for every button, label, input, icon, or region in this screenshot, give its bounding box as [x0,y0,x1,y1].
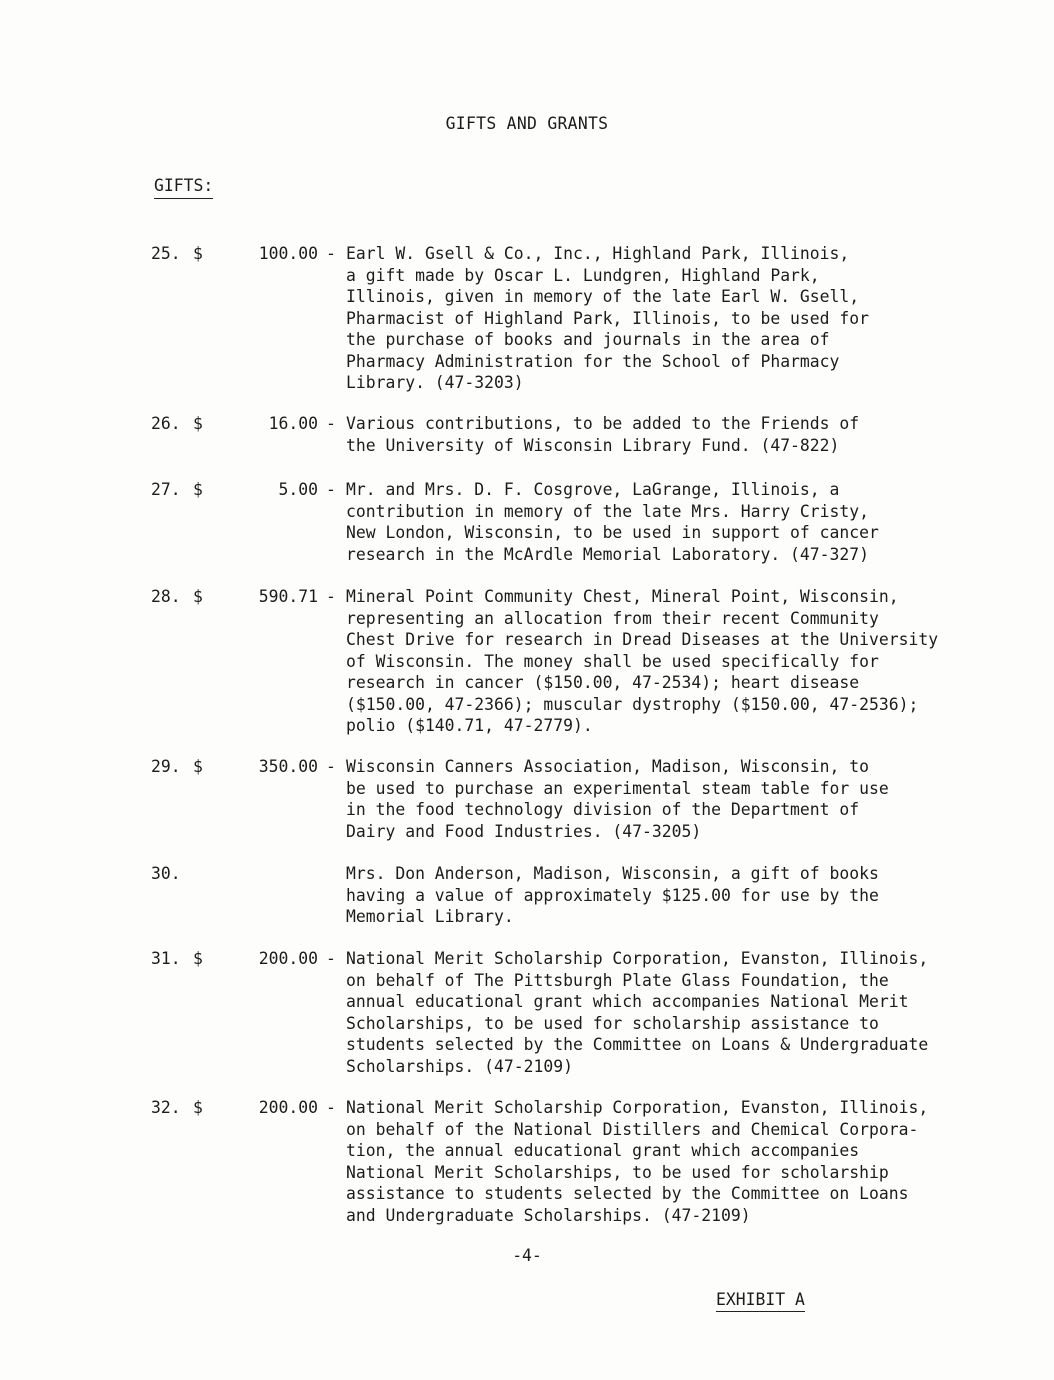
description-line: be used to purchase an experimental steam table for use [346,778,889,798]
description-line: Scholarships, to be used for scholarship assistance to [346,1013,879,1033]
currency-symbol: $ [193,244,203,263]
entry-amount: 590.71 [258,587,318,606]
description-line: Pharmacist of Highland Park, Illinois, to be used for [346,308,870,328]
entry-description [346,413,996,456]
description-line: Pharmacy Administration for the School of Pharmacy [346,351,840,371]
description-line: a gift made by Oscar L. Lundgren, Highland Park, [346,265,820,285]
description-line: National Merit Scholarship Corporation, Evanston, Illinois, [346,949,929,968]
description-line: National Merit Scholarship Corporation, Evanston, Illinois, [346,1098,929,1117]
description-line: Earl W. Gsell & Co., Inc., Highland Park, Illinois, [346,244,850,263]
entry-dash: - [326,244,336,263]
entry-dash: - [326,1098,336,1117]
currency-symbol: $ [193,949,203,968]
exhibit-label: EXHIBIT A [716,1290,805,1312]
entry-description [346,756,996,842]
description-line: ($150.00, 47-2366); muscular dystrophy ($150.00, 47-2536); [346,694,919,714]
entry-amount: 350.00 [258,757,318,776]
description-line: tion, the annual educational grant which accompanies [346,1141,860,1160]
description-line: Mr. and Mrs. D. F. Cosgrove, LaGrange, Illinois, a [346,480,840,499]
entry-number: 28. [151,587,181,606]
entry-amount: 5.00 [278,480,318,499]
currency-symbol: $ [193,757,203,776]
entry-number: 30. [151,864,181,883]
entry-description [346,948,996,1077]
description-line: Library. (47-3203) [346,373,524,392]
description-line: Mineral Point Community Chest, Mineral Point, Wisconsin, [346,587,899,606]
entry-dash: - [326,480,336,499]
entry-number: 31. [151,949,181,968]
description-line: polio ($140.71, 47-2779). [346,716,593,735]
description-line: Mrs. Don Anderson, Madison, Wisconsin, a gift of books [346,864,879,883]
entry-amount: 100.00 [258,244,318,263]
entry-amount: 16.00 [268,414,318,433]
description-line: Memorial Library. [346,907,514,926]
description-line: on behalf of The Pittsburgh Plate Glass Foundation, the [346,970,889,990]
description-line: representing an allocation from their recent Community [346,608,879,628]
currency-symbol: $ [193,1098,203,1117]
entry-dash: - [326,414,336,433]
description-line: annual educational grant which accompanies National Merit [346,992,909,1011]
description-line: New London, Wisconsin, to be used in support of cancer [346,523,879,542]
entry-description [346,479,996,565]
description-line: students selected by the Committee on Loans & Undergraduate [346,1035,929,1054]
description-line: of Wisconsin. The money shall be used specifically for [346,651,879,671]
entry-amount: 200.00 [258,1098,318,1117]
description-line: National Merit Scholarships, to be used for scholarship [346,1162,889,1182]
entry-number: 26. [151,414,181,433]
entry-dash: - [326,757,336,776]
description-line: on behalf of the National Distillers and Chemical Corpora- [346,1119,919,1139]
currency-symbol: $ [193,587,203,606]
entry-number: 27. [151,480,181,499]
entry-number: 29. [151,757,181,776]
entry-description [346,243,996,394]
description-line: Scholarships. (47-2109) [346,1056,573,1076]
page-number: -4- [512,1246,542,1265]
page-title: GIFTS AND GRANTS [445,114,609,133]
entry-dash: - [326,587,336,606]
description-line: the University of Wisconsin Library Fund. (47-822) [346,435,840,455]
description-line: Dairy and Food Industries. (47-3205) [346,821,702,841]
description-line: in the food technology division of the Department of [346,800,860,819]
entry-number: 25. [151,244,181,263]
currency-symbol: $ [193,414,203,433]
description-line: Illinois, given in memory of the late Earl W. Gsell, [346,287,860,306]
entry-description [346,863,996,928]
description-line: and Undergraduate Scholarships. (47-2109) [346,1205,751,1225]
description-line: Wisconsin Canners Association, Madison, Wisconsin, to [346,757,870,776]
entry-number: 32. [151,1098,181,1117]
description-line: contribution in memory of the late Mrs. Harry Cristy, [346,501,870,521]
description-line: research in the McArdle Memorial Laboratory. (47-327) [346,544,870,564]
description-line: having a value of approximately $125.00 for use by the [346,885,879,905]
description-line: research in cancer ($150.00, 47-2534); heart disease [346,673,860,692]
entry-description [346,586,996,737]
currency-symbol: $ [193,480,203,499]
entry-amount: 200.00 [258,949,318,968]
description-line: assistance to students selected by the Committee on Loans [346,1184,909,1203]
description-line: Various contributions, to be added to the Friends of [346,414,860,433]
entry-dash: - [326,949,336,968]
entry-description [346,1097,996,1226]
section-heading-gifts: GIFTS: [154,176,213,199]
description-line: Chest Drive for research in Dread Diseases at the University [346,630,939,649]
description-line: the purchase of books and journals in the area of [346,330,830,349]
